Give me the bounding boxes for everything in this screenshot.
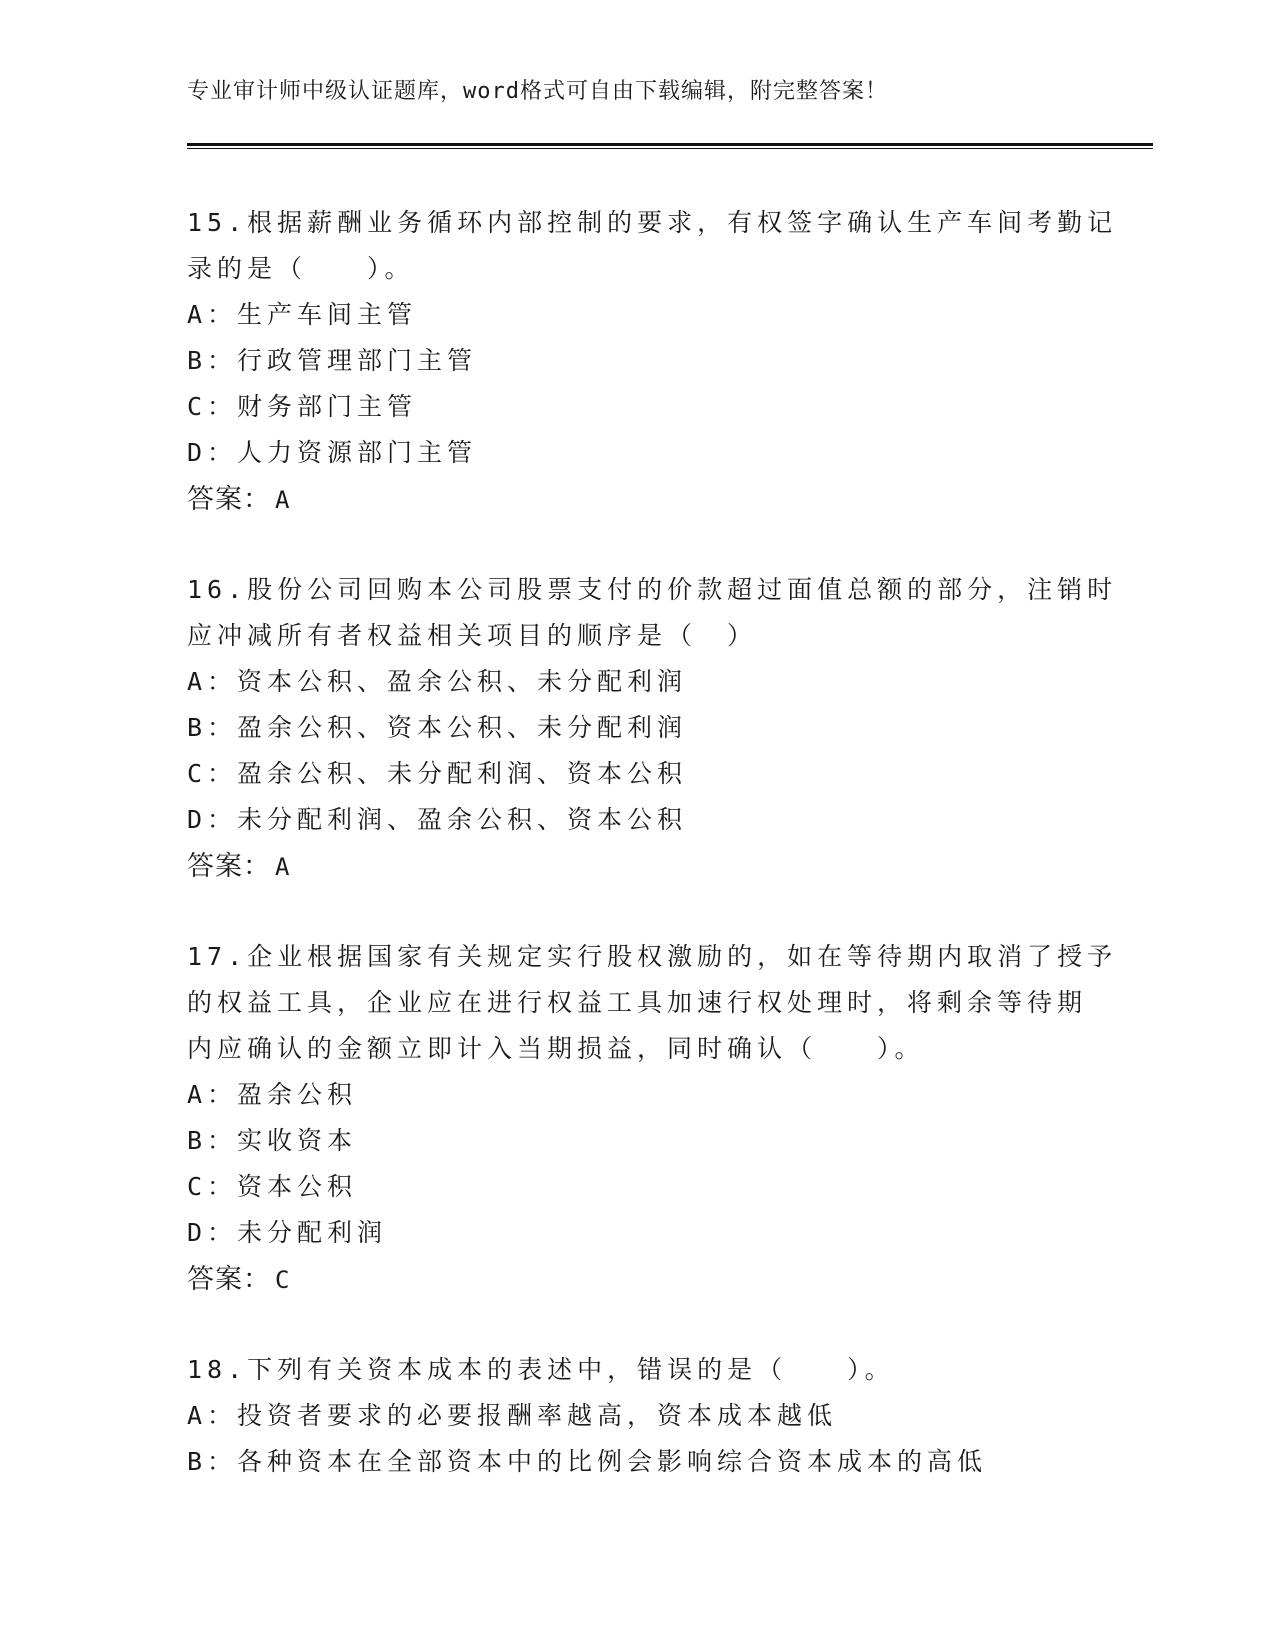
header-divider: [187, 143, 1153, 146]
option-c: C：财务部门主管: [187, 392, 418, 421]
question-stem: [187, 200, 1118, 292]
question-stem-line: 15.根据薪酬业务循环内部控制的要求，有权签字确认生产车间考勤记: [187, 208, 1118, 237]
option-d: D：人力资源部门主管: [187, 438, 478, 467]
answer-label: 答案：: [187, 484, 271, 514]
option-b: B：行政管理部门主管: [187, 346, 478, 375]
question-item: [187, 200, 1118, 523]
option-b: B：实收资本: [187, 1126, 358, 1155]
question-stem-line: 录的是（ ）。: [187, 254, 415, 283]
answer-line: [187, 1256, 1067, 1303]
answer-value: A: [275, 486, 291, 514]
answer-value: A: [275, 853, 291, 881]
question-stem-line: 17.企业根据国家有关规定实行股权激励的，如在等待期内取消了授予: [187, 942, 1118, 971]
option-b: B：盈余公积、资本公积、未分配利润: [187, 713, 688, 742]
question-stem-line: 应冲减所有者权益相关项目的顺序是（ ）: [187, 621, 758, 650]
question-item: [187, 567, 1118, 890]
question-stem-line: 16.股份公司回购本公司股票支付的价款超过面值总额的部分，注销时: [187, 575, 1118, 604]
question-list: [187, 200, 1118, 1529]
answer-line: [187, 843, 1067, 890]
option-a: A：投资者要求的必要报酬率越高，资本成本越低: [187, 1401, 838, 1430]
question-stem-line: 内应确认的金额立即计入当期损益，同时确认（ ）。: [187, 1034, 925, 1063]
question-stem: [187, 934, 1118, 1072]
option-d: D：未分配利润、盈余公积、资本公积: [187, 805, 688, 834]
question-item: [187, 934, 1118, 1303]
option-a: A：资本公积、盈余公积、未分配利润: [187, 667, 688, 696]
question-stem: [187, 567, 1118, 659]
question-stem: [187, 1347, 1067, 1393]
answer-label: 答案：: [187, 851, 271, 881]
answer-value: C: [275, 1266, 291, 1294]
question-stem-line: 18.下列有关资本成本的表述中，错误的是（ ）。: [187, 1355, 895, 1384]
option-d: D：未分配利润: [187, 1218, 388, 1247]
option-c: C：盈余公积、未分配利润、资本公积: [187, 759, 688, 788]
page-header-title: 专业审计师中级认证题库，word格式可自由下载编辑，附完整答案！: [187, 79, 888, 104]
answer-label: 答案：: [187, 1264, 271, 1294]
option-a: A：生产车间主管: [187, 300, 418, 329]
question-item: [187, 1347, 1067, 1485]
question-stem-line: 的权益工具，企业应在进行权益工具加速行权处理时，将剩余等待期: [187, 988, 1088, 1017]
option-b: B：各种资本在全部资本中的比例会影响综合资本成本的高低: [187, 1447, 988, 1476]
answer-line: [187, 476, 1067, 523]
option-a: A：盈余公积: [187, 1080, 358, 1109]
option-c: C：资本公积: [187, 1172, 358, 1201]
